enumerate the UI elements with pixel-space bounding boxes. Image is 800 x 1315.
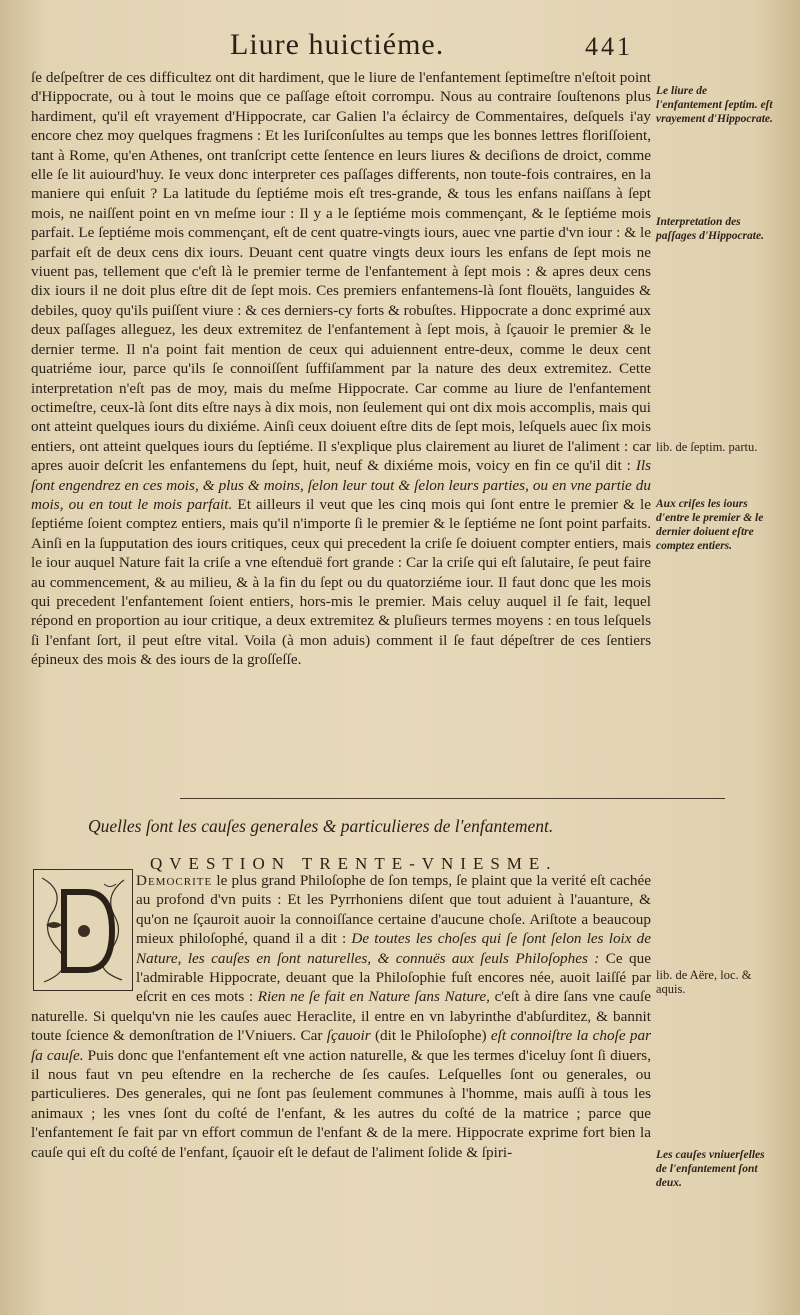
- section-divider: [180, 798, 725, 799]
- margin-note-5: lib. de Aëre, loc. & aquis.: [656, 968, 752, 996]
- lower-body-text: [31, 871, 651, 1162]
- lower-text-a: le plus grand Philoſophe de ſon temps, ſe plaint que la verité eſt cachée au profond d'vn puits : Et les Pyrrhoniens diſent que tout aduient à l'auanture, & qu'on ne ſçauroit auoir la connoiſſance certaine d'aucune choſe. Ariſtote a beaucoup mieux philoſophé, quand il a dit :: [136, 872, 651, 948]
- margin-note-4: Aux criſes les iours d'entre le premier & le dernier doiuent eſtre comptez entiers.: [656, 498, 764, 552]
- upper-text-part-1: ſe deſpeſtrer de ces difficultez ont dit hardiment, que le liure de l'enfantement ſeptimeſtre n'eſtoit point d'Hippocrate, ou à tout le moins que ce paſſage eſtoit corrompu. Nous au contraire ſouſtenons plus hardiment, qu'il eſt vrayement d'Hippocrate, car Galien l'a éclaircy de Commentaires, deſquels i'ay encore chez moy quelques fragmens : Et les Iuriſconſultes au temps que les bonnes lettres floriſſoient, tant à Rome, qu'en Athenes, ont tranſcript cette ſentence en leurs liures & deciſions de droict, comme elle ſe lit auiourd'huy. Ie veux donc interpreter ces paſſages differents, non toute-fois contraires, en la maniere qui enſuit ? La latitude du ſeptiéme mois eſt tres-grande, & tous les enfans naiſſans à ſept mois, ne naiſſent point en vn meſme iour : Il y a le ſeptiéme mois commençant, & le ſeptiéme mois parfait. Le ſeptiéme mois commençant, eſt de cent quatre-vingts iours, auec vne partie d'vn iour : & le parfait eſt de deux cens dix iours. Deuant cent quatre vingts deux iours les enfans de ſept mois ne viuent pas, tellement que c'eſt là le premier terme de l'enfantement à ſept mois : & apres deux cens dix iours il ne doit plus eſtre dit de ſept mois. Ces premiers enfantemens-là ſont flouëts, languides & debiles, quoy qu'ils puiſſent viure : & ces derniers-cy forts & robuſtes. Hippocrate a donc exprimé aux deux paſſages alleguez, les deux extremitez de l'enfantement à ſept mois, à ſçauoir le premier & le dernier terme. Il n'a point fait mention de ceux qui aduiennent entre-deux, comme le deux cent quatriéme iour, parce qu'ils ſe connoiſſent ſuffiſamment par la nature des deux extremitez. Cette interpretation n'eſt pas de moy, mais du meſme Hippocrate. Car comme au liure de l'enfantement octimeſtre, ceux-là ſont dits eſtre nays à dix mois, non ſeulement qui ont dix mois accomplis, mais qui ont atteint quelques iours du dixiéme. Ainſi ceux doiuent eſtre dits de ſept mois, leſquels auec ſix mois entiers, ont atteint quelques iours du ſeptiéme. Il s'explique plus clairement au liuret de l'aliment : car apres auoir deſcrit les enfantemens du ſept, huit, neuf & dixiéme mois, voicy en fin ce qu'il dit :: [31, 69, 651, 475]
- upper-paragraph: [31, 68, 651, 670]
- margin-note-6: Les cauſes vniuerſelles de l'enfantement ſont deux.: [656, 1149, 765, 1189]
- section-heading: Quelles ſont les cauſes generales & particulieres de l'enfantement.: [88, 816, 554, 836]
- lower-quote-b: Rien ne ſe fait en Nature ſans Nature,: [257, 988, 490, 1006]
- lower-quote-a: De toutes les choſes qui ſe ſont ſelon les loix de Nature, les cauſes en ſont naturelles, & connuës aux ſeuls Philoſophes :: [136, 930, 651, 967]
- lower-text-c: c'eſt à dire ſans vne cauſe naturelle. Si quelqu'vn nie les cauſes auec Heraclite, il entre en vn labyrinthe d'abſurditez, & bannit toute ſcience & demonſtration de l'Vniuers. Car: [31, 988, 652, 1045]
- opening-word: Democrite: [136, 872, 213, 889]
- lower-quote-d: eſt connoiſtre la choſe par ſa cauſe.: [31, 1027, 651, 1064]
- running-head: Liure huictiéme.: [230, 28, 445, 61]
- upper-text-part-2: Et ailleurs il veut que les cinq mois qui ſont entre le premier & le ſeptiéme ſoient comptez entiers, mais qu'il n'importe ſi le premier & le ſeptiéme ne ſont point parfaits. Ainſi en la ſupputation des iours critiques, ceux qui precedent la criſe ſe doiuent compter entiers, mais le iour auquel Nature fait la criſe a vne eſtenduë fort grande : Car la criſe qui eſt ſalutaire, ſe peut faire au commencement, & au milieu, & à la fin du ſept ou du quatorziéme iour. Il faut donc que les mois qui precedent l'enfantement ſoient entiers, hors-mis le premier. Mais celuy auquel il ſe fait, lequel répond en proportion au iour critique, a deux extremitez & pluſieurs termes moyens : en tous leſquels ſi l'enfant ſort, il peut eſtre vital. Voila (à mon aduis) comment il ſe faut dépeſtrer de ces ſentiers épineux des mois & des iours de la groſſeſſe.: [31, 495, 651, 669]
- margin-note-1: Le liure de l'enfantement ſeptim. eſt vrayement d'Hippocrate.: [656, 85, 773, 125]
- upper-body-text: [31, 68, 651, 670]
- lower-text-d: (dit le Philoſophe): [370, 1027, 491, 1045]
- lower-quote-c: ſçauoir: [326, 1027, 371, 1045]
- lower-text-e: Puis donc que l'enfantement eſt vne action naturelle, & que les termes d'iceluy ſont ſi diuers, il nous faut vn peu eſtendre en la recherche de ſes cauſes. Leſquelles ſont ou generales, ou particulieres. Des generales, qui ne ſont pas ſeulement communes à l'homme, mais auſſi à tous les animaux ; les vnes ſont du coſté de l'enfant, & les autres du coſté de la matrice ; parce que l'enfantement ſe fait par vn effort commun de l'enfant & de la mere. Hippocrate exprime fort bien la cauſe qui eſt du coſté de l'enfant, ſçauoir eſt le defaut de l'aliment ſolide & ſpiri-: [31, 1046, 651, 1161]
- margin-note-2: Interpretation des paſſages d'Hippocrate.: [656, 216, 764, 242]
- page-header: [0, 28, 800, 68]
- upper-quote: Ils ſont engendrez en ces mois, & plus & moins, ſelon leur tout & ſelon leurs parties, ou en vne partie du mois, ou en tout le mois parfait.: [31, 457, 651, 513]
- question-title: QVESTION TRENTE-VNIESME.: [150, 854, 558, 873]
- lower-text-b: Ce que l'admirable Hippocrate, deuant que la Philoſophie fuſt encores née, auoit laiſſé par eſcrit en ces mots :: [136, 949, 651, 1006]
- page-number: 441: [585, 32, 633, 61]
- margin-note-3: lib. de ſeptim. partu.: [656, 440, 758, 454]
